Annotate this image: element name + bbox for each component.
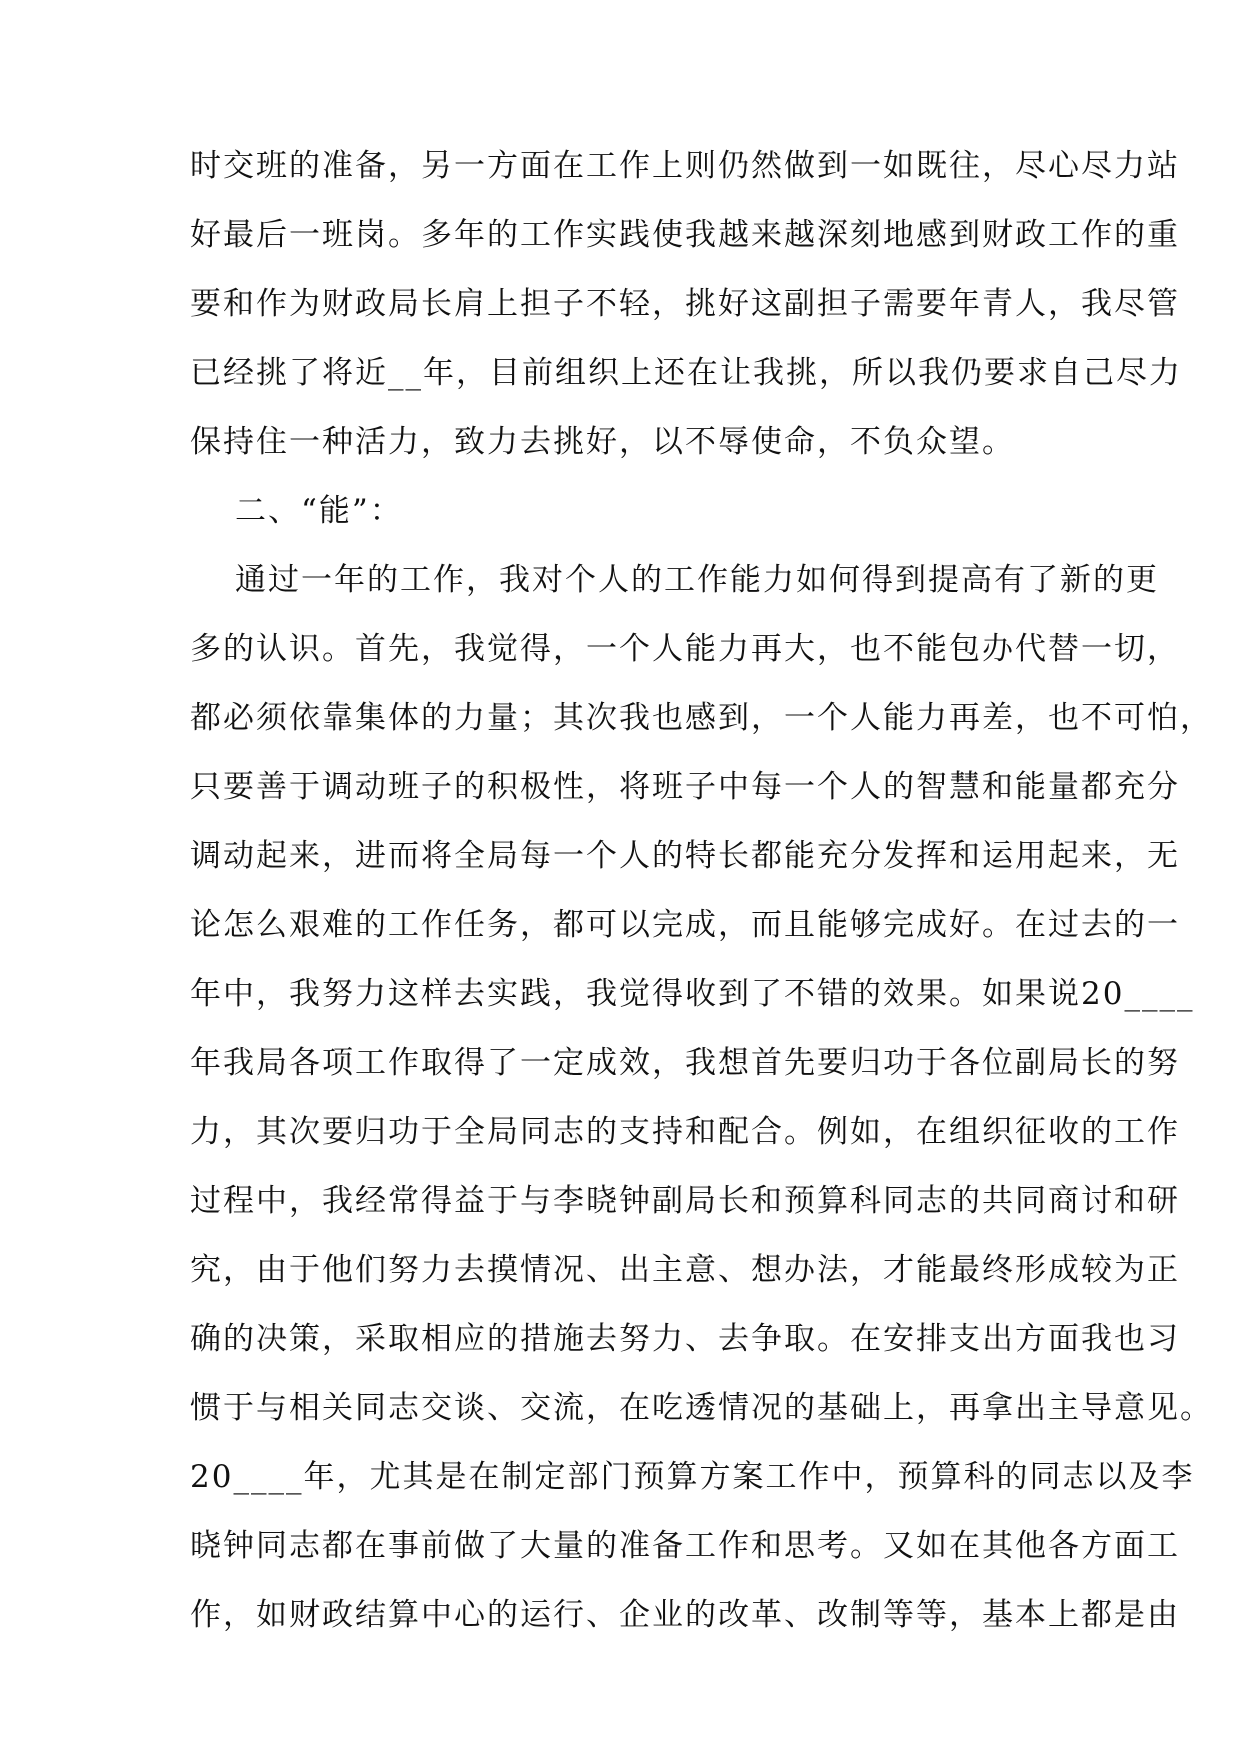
body-line: 过程中，我经常得益于与李晓钟副局长和预算科同志的共同商讨和研 (190, 1183, 1180, 1219)
body-line: 确的决策，采取相应的措施去努力、去争取。在安排支出方面我也习 (190, 1321, 1180, 1357)
body-line: 要和作为财政局长肩上担子不轻，挑好这副担子需要年青人，我尽管 (190, 286, 1180, 322)
body-line: 时交班的准备，另一方面在工作上则仍然做到一如既往，尽心尽力站 (190, 148, 1180, 184)
body-line: 作，如财政结算中心的运行、企业的改革、改制等等，基本上都是由 (190, 1597, 1180, 1633)
body-line: 好最后一班岗。多年的工作实践使我越来越深刻地感到财政工作的重 (190, 217, 1180, 253)
body-line: 年我局各项工作取得了一定成效，我想首先要归功于各位副局长的努 (190, 1045, 1180, 1081)
body-line: 究，由于他们努力去摸情况、出主意、想办法，才能最终形成较为正 (190, 1252, 1180, 1288)
body-line: 调动起来，进而将全局每一个人的特长都能充分发挥和运用起来，无 (190, 838, 1180, 874)
body-line: 晓钟同志都在事前做了大量的准备工作和思考。又如在其他各方面工 (190, 1528, 1180, 1564)
body-line: 惯于与相关同志交谈、交流，在吃透情况的基础上，再拿出主导意见。 (190, 1390, 1213, 1426)
body-line: 力，其次要归功于全局同志的支持和配合。例如，在组织征收的工作 (190, 1114, 1180, 1150)
body-line: 多的认识。首先，我觉得，一个人能力再大，也不能包办代替一切， (190, 631, 1180, 667)
body-line: 只要善于调动班子的积极性，将班子中每一个人的智慧和能量都充分 (190, 769, 1180, 805)
body-line: 年中，我努力这样去实践，我觉得收到了不错的效果。如果说20____ (190, 976, 1195, 1012)
body-line: 保持住一种活力，致力去挑好，以不辱使命，不负众望。 (190, 424, 1015, 460)
body-line: 20____年，尤其是在制定部门预算方案工作中，预算科的同志以及李 (190, 1459, 1195, 1495)
section-heading: 二、“能”： (235, 493, 403, 529)
body-line: 已经挑了将近__年，目前组织上还在让我挑，所以我仍要求自己尽力 (190, 355, 1182, 391)
body-line: 都必须依靠集体的力量；其次我也感到，一个人能力再差，也不可怕， (190, 700, 1213, 736)
body-line: 通过一年的工作，我对个人的工作能力如何得到提高有了新的更 (235, 562, 1159, 598)
body-line: 论怎么艰难的工作任务，都可以完成，而且能够完成好。在过去的一 (190, 907, 1180, 943)
